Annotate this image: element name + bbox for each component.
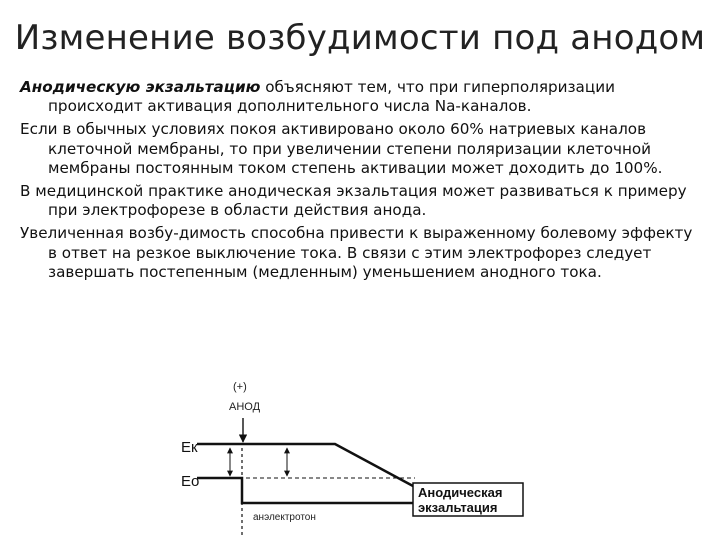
slide-title: Изменение возбудимости под анодом [14,18,706,58]
plus-label: (+) [233,381,247,393]
membrane-potential-line [197,478,413,503]
slide-body [20,78,696,286]
eo-label: Eo [181,473,200,490]
anode-label: АНОД [229,401,261,413]
exaltation-label-line2: экзальтация [418,500,498,515]
exaltation-label-line1: Анодическая [418,485,503,500]
paragraph-anodic-exaltation [20,78,696,116]
paragraph-medical-practice [20,182,696,220]
paragraph-pain-effect [20,224,696,282]
emphasis-term: Анодическую экзальтацию [20,78,261,96]
paragraph-text: В медицинской практике анодическая экзальтация может развиваться к примеру при электрофорезе в области действия анода. [20,182,687,220]
ek-level-line [197,444,413,486]
anelectrotone-label: анэлектротон [253,512,316,523]
paragraph-text: Увеличенная возбу-димость способна привести к выраженному болевому эффекту в ответ на резкое выключение тока. В связи с этим электрофорез следует завершать постепенным (медленным) уменьшением анодного тока. [20,224,693,281]
paragraph-text: объясняют тем, что при гиперполяризации происходит активация дополнительного числа Na-каналов. [48,78,615,116]
paragraph-text: Если в обычных условиях покоя активировано около 60% натриевых каналов клеточной мембраны, то при увеличении степени поляризации клеточной мембраны постоянным током степень активации может доходить до 100%. [20,120,663,177]
ek-label: Eк [181,439,198,456]
paragraph-sodium-channels [20,120,696,178]
anodic-exaltation-diagram [175,378,535,538]
